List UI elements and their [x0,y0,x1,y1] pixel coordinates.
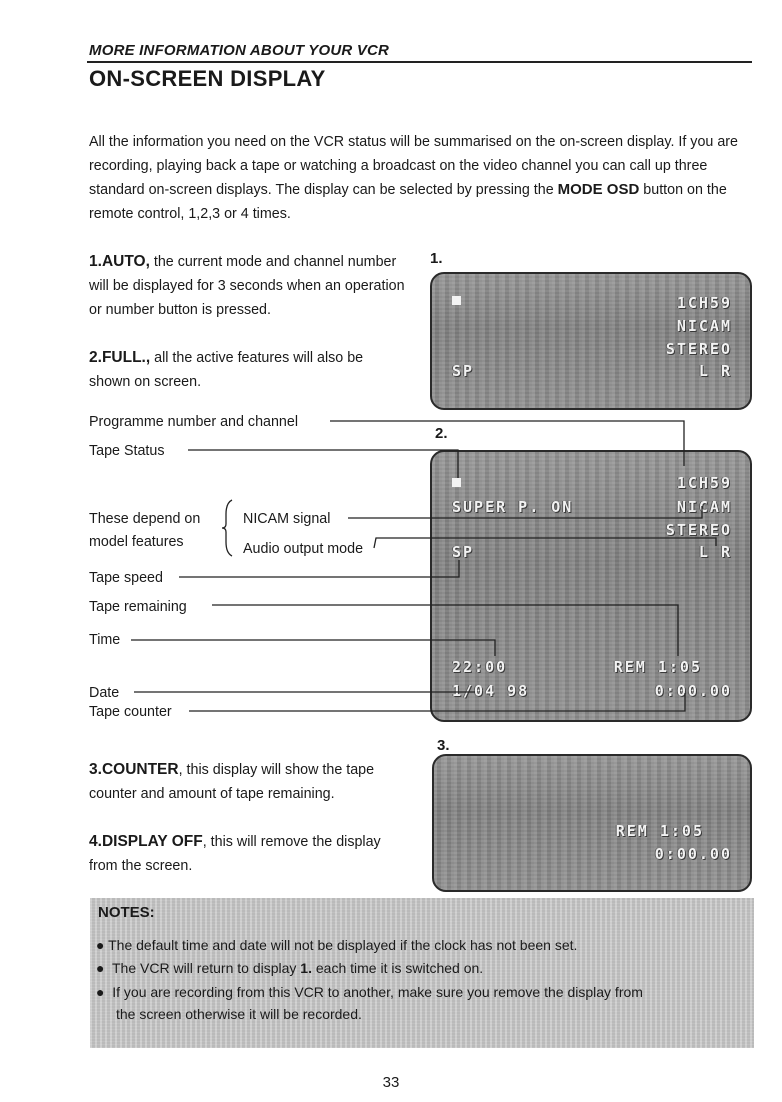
osd-lr: L R [698,543,732,561]
item-number: 4. [89,833,102,850]
page-number: 33 [382,1074,400,1091]
bullet-icon: ● [96,937,105,953]
leader-time [131,640,495,656]
note-3 [96,981,643,1025]
osd-nicam: NICAM [676,498,732,516]
note-1-text: The default time and date will not be displayed if the clock has not been set. [108,937,578,953]
leader-counter [189,693,685,711]
screen-3-label: 3. [437,737,450,754]
page-title: ON-SCREEN DISPLAY [89,66,326,91]
osd-nicam: NICAM [676,317,732,335]
notes-title: NOTES: [98,904,155,921]
section-heading: MORE INFORMATION ABOUT YOUR VCR [89,42,390,59]
osd-stereo: STEREO [665,340,732,358]
osd-speed: SP [452,362,475,380]
bullet-icon: ● [96,984,105,1000]
osd-channel: 1CH59 [676,294,732,312]
osd-remaining: REM 1:05 [613,658,702,676]
item-text: , this will remove the display from the screen. [89,834,381,874]
bullet-icon: ● [96,960,105,976]
leader-speed [179,560,459,577]
callout-tape-remaining: Tape remaining [89,599,187,615]
callout-depend-2: model features [89,534,184,550]
item-text: , this display will show the tape counter and amount of tape remaining. [89,762,375,802]
callout-tape-speed: Tape speed [89,570,163,586]
note-3-text-b: the screen otherwise it will be recorded. [116,1006,362,1022]
brace [222,500,232,556]
item-name: AUTO, [101,253,150,270]
osd-counter: 0:00.00 [654,845,732,863]
osd-channel: 1CH59 [676,474,732,492]
osd-counter: 0:00.00 [654,682,732,700]
callout-audio-mode: Audio output mode [243,541,364,557]
leader-programme [330,421,684,466]
leader-nicam [348,506,702,518]
callout-date: Date [89,685,120,701]
osd-date: 1/04 98 [452,682,530,700]
intro-text-1: All the information you need on the VCR status will be summarised on the on-screen display. If you are recording, playing back a tape or watching a broadcast on the video channel you can call up three standard on-screen displays. The display can be selected by pressing the [89,134,738,198]
callout-time: Time [89,632,121,648]
osd-time: 22:00 [452,658,508,676]
item-name: COUNTER [101,761,179,778]
screen-1-label: 1. [430,250,443,267]
item-text: all the active features will also be shown on screen. [89,350,364,390]
osd-super-p: SUPER P. ON [452,498,574,516]
leader-tape-status [188,450,458,478]
item-number: 3. [89,761,102,778]
osd-stereo: STEREO [665,521,732,539]
item-number: 2. [89,349,102,366]
osd-remaining: REM 1:05 [615,822,704,840]
leader-remaining [212,605,678,656]
callout-tape-counter: Tape counter [89,704,172,720]
item-number: 1. [89,253,102,270]
osd-lr: L R [698,362,732,380]
callout-programme: Programme number and channel [89,414,299,430]
callout-nicam-signal: NICAM signal [243,511,331,527]
callout-tape-status: Tape Status [89,443,165,459]
note-1 [96,934,577,956]
intro-text-2: button on the remote control, 1,2,3 or 4 times. [89,182,727,222]
note-2 [96,957,483,979]
item-name: DISPLAY OFF [101,833,203,850]
note-2-text-c: each time it is switched on. [311,960,484,976]
item-name: FULL., [101,349,151,366]
osd-speed: SP [452,543,475,561]
note-2-text-a: The VCR will return to display [112,960,301,976]
notes-box [90,898,754,1048]
leader-audio [374,538,716,548]
callout-depend-1: These depend on [89,511,201,527]
item-text: the current mode and channel number will be displayed for 3 seconds when an operation or number button is pressed. [89,254,405,318]
note-3-text-a: If you are recording from this VCR to another, make sure you remove the display from [112,984,643,1000]
intro-bold: MODE OSD [557,181,640,198]
screen-2-label: 2. [435,425,448,442]
note-2-text-b: 1. [300,960,312,976]
